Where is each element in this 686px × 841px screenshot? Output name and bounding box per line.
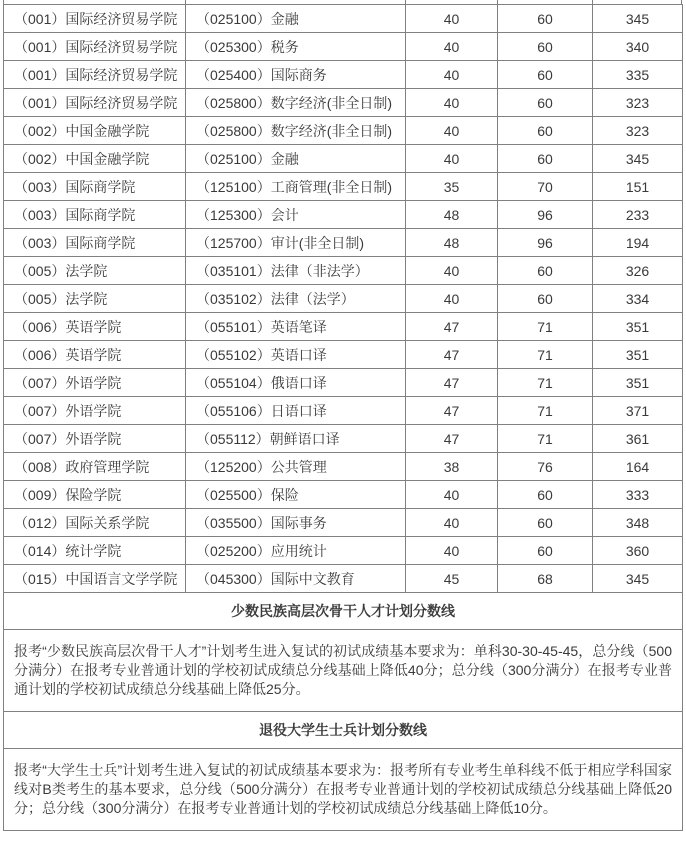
- major-cell: （035500）国际事务: [186, 509, 406, 537]
- score1-cell: 40: [406, 117, 498, 145]
- score2-cell: 96: [498, 201, 593, 229]
- college-cell: （002）中国金融学院: [4, 145, 186, 173]
- table-row: [4, 481, 683, 509]
- college-cell: （005）法学院: [4, 285, 186, 313]
- total-score-cell: 345: [593, 145, 683, 173]
- major-cell: （025400）国际商务: [186, 61, 406, 89]
- major-cell: （045300）国际中文教育: [186, 565, 406, 593]
- score2-cell: 60: [498, 481, 593, 509]
- scores-table-body: [4, 5, 683, 593]
- score1-cell: 40: [406, 285, 498, 313]
- major-cell: （025100）金融: [186, 145, 406, 173]
- major-cell: （035101）法律（非法学）: [186, 257, 406, 285]
- table-row: [4, 257, 683, 285]
- major-cell: （055106）日语口译: [186, 397, 406, 425]
- total-score-cell: 340: [593, 33, 683, 61]
- score2-cell: 60: [498, 33, 593, 61]
- score1-cell: 48: [406, 229, 498, 257]
- college-cell: （014）统计学院: [4, 537, 186, 565]
- major-cell: （025200）应用统计: [186, 537, 406, 565]
- score1-cell: 47: [406, 341, 498, 369]
- table-row: [4, 537, 683, 565]
- score2-cell: 60: [498, 61, 593, 89]
- college-cell: （001）国际经济贸易学院: [4, 5, 186, 33]
- college-cell: （001）国际经济贸易学院: [4, 61, 186, 89]
- total-score-cell: 360: [593, 537, 683, 565]
- section-body-minority-plan: 报考“少数民族高层次骨干人才”计划考生进入复试的初试成绩基本要求为：单科30-30-45-45，总分线（500分满分）在报考专业普通计划的学校初试成绩总分线基础上降低40分；总分线（300分满分）在报考专业普通计划的学校初试成绩总分线基础上降低25分。: [4, 630, 683, 712]
- total-score-cell: 194: [593, 229, 683, 257]
- score2-cell: 60: [498, 537, 593, 565]
- college-cell: （009）保险学院: [4, 481, 186, 509]
- score2-cell: 70: [498, 173, 593, 201]
- total-score-cell: 361: [593, 425, 683, 453]
- section-body-row: [4, 749, 683, 831]
- score1-cell: 40: [406, 481, 498, 509]
- table-row: [4, 425, 683, 453]
- total-score-cell: 333: [593, 481, 683, 509]
- total-score-cell: 348: [593, 509, 683, 537]
- score1-cell: 40: [406, 537, 498, 565]
- college-cell: （003）国际商学院: [4, 173, 186, 201]
- table-row: [4, 201, 683, 229]
- score2-cell: 71: [498, 397, 593, 425]
- college-cell: （005）法学院: [4, 257, 186, 285]
- score1-cell: 40: [406, 509, 498, 537]
- score1-cell: 40: [406, 257, 498, 285]
- college-cell: （006）英语学院: [4, 313, 186, 341]
- score2-cell: 60: [498, 5, 593, 33]
- major-cell: （125100）工商管理(非全日制): [186, 173, 406, 201]
- score2-cell: 71: [498, 313, 593, 341]
- section-title-minority-plan: 少数民族高层次骨干人才计划分数线: [4, 593, 683, 630]
- major-cell: （055112）朝鲜语口译: [186, 425, 406, 453]
- college-cell: （012）国际关系学院: [4, 509, 186, 537]
- total-score-cell: 164: [593, 453, 683, 481]
- score2-cell: 60: [498, 509, 593, 537]
- score1-cell: 45: [406, 565, 498, 593]
- score1-cell: 38: [406, 453, 498, 481]
- total-score-cell: 323: [593, 89, 683, 117]
- sections-body: [4, 593, 683, 831]
- score2-cell: 71: [498, 341, 593, 369]
- score1-cell: 47: [406, 397, 498, 425]
- table-row: [4, 33, 683, 61]
- score1-cell: 47: [406, 369, 498, 397]
- table-row: [4, 285, 683, 313]
- score1-cell: 40: [406, 145, 498, 173]
- major-cell: （125200）公共管理: [186, 453, 406, 481]
- score1-cell: 40: [406, 33, 498, 61]
- score2-cell: 71: [498, 369, 593, 397]
- total-score-cell: 371: [593, 397, 683, 425]
- major-cell: （025100）金融: [186, 5, 406, 33]
- table-row: [4, 341, 683, 369]
- section-title-row: [4, 593, 683, 630]
- section-title-veteran-plan: 退役大学生士兵计划分数线: [4, 712, 683, 749]
- major-cell: （125300）会计: [186, 201, 406, 229]
- college-cell: （002）中国金融学院: [4, 117, 186, 145]
- college-cell: （003）国际商学院: [4, 201, 186, 229]
- college-cell: （007）外语学院: [4, 425, 186, 453]
- table-row: [4, 229, 683, 257]
- major-cell: （055104）俄语口译: [186, 369, 406, 397]
- score1-cell: 35: [406, 173, 498, 201]
- section-body-row: [4, 630, 683, 712]
- college-cell: （007）外语学院: [4, 397, 186, 425]
- major-cell: （035102）法律（法学）: [186, 285, 406, 313]
- score2-cell: 60: [498, 145, 593, 173]
- total-score-cell: 345: [593, 5, 683, 33]
- total-score-cell: 345: [593, 565, 683, 593]
- table-row: [4, 453, 683, 481]
- score2-cell: 71: [498, 425, 593, 453]
- total-score-cell: 351: [593, 369, 683, 397]
- score1-cell: 40: [406, 61, 498, 89]
- total-score-cell: 323: [593, 117, 683, 145]
- score1-cell: 48: [406, 201, 498, 229]
- total-score-cell: 335: [593, 61, 683, 89]
- score2-cell: 60: [498, 257, 593, 285]
- college-cell: （001）国际经济贸易学院: [4, 33, 186, 61]
- college-cell: （006）英语学院: [4, 341, 186, 369]
- major-cell: （025500）保险: [186, 481, 406, 509]
- table-row: [4, 565, 683, 593]
- total-score-cell: 351: [593, 313, 683, 341]
- table-row: [4, 117, 683, 145]
- scores-table: [3, 4, 683, 831]
- table-row: [4, 89, 683, 117]
- section-title-row: [4, 712, 683, 749]
- score1-cell: 40: [406, 89, 498, 117]
- college-cell: （015）中国语言文学学院: [4, 565, 186, 593]
- table-row: [4, 369, 683, 397]
- major-cell: （125700）审计(非全日制): [186, 229, 406, 257]
- table-row: [4, 61, 683, 89]
- college-cell: （008）政府管理学院: [4, 453, 186, 481]
- table-row: [4, 173, 683, 201]
- score1-cell: 40: [406, 5, 498, 33]
- section-body-veteran-plan: 报考“大学生士兵”计划考生进入复试的初试成绩基本要求为：报考所有专业考生单科线不低于相应学科国家线对B类考生的基本要求，总分线（500分满分）在报考专业普通计划的学校初试成绩总分线基础上降低20分；总分线（300分满分）在报考专业普通计划的学校初试成绩总分线基础上降低10分。: [4, 749, 683, 831]
- college-cell: （007）外语学院: [4, 369, 186, 397]
- major-cell: （025800）数字经济(非全日制): [186, 117, 406, 145]
- college-cell: （001）国际经济贸易学院: [4, 89, 186, 117]
- score2-cell: 76: [498, 453, 593, 481]
- major-cell: （055101）英语笔译: [186, 313, 406, 341]
- score1-cell: 47: [406, 313, 498, 341]
- score2-cell: 68: [498, 565, 593, 593]
- major-cell: （055102）英语口译: [186, 341, 406, 369]
- total-score-cell: 351: [593, 341, 683, 369]
- table-row: [4, 397, 683, 425]
- college-cell: （003）国际商学院: [4, 229, 186, 257]
- score1-cell: 47: [406, 425, 498, 453]
- table-row: [4, 313, 683, 341]
- score2-cell: 96: [498, 229, 593, 257]
- major-cell: （025800）数字经济(非全日制): [186, 89, 406, 117]
- table-row: [4, 145, 683, 173]
- total-score-cell: 151: [593, 173, 683, 201]
- total-score-cell: 326: [593, 257, 683, 285]
- major-cell: （025300）税务: [186, 33, 406, 61]
- table-row: [4, 509, 683, 537]
- score2-cell: 60: [498, 89, 593, 117]
- table-row: [4, 5, 683, 33]
- total-score-cell: 233: [593, 201, 683, 229]
- total-score-cell: 334: [593, 285, 683, 313]
- score2-cell: 60: [498, 117, 593, 145]
- score2-cell: 60: [498, 285, 593, 313]
